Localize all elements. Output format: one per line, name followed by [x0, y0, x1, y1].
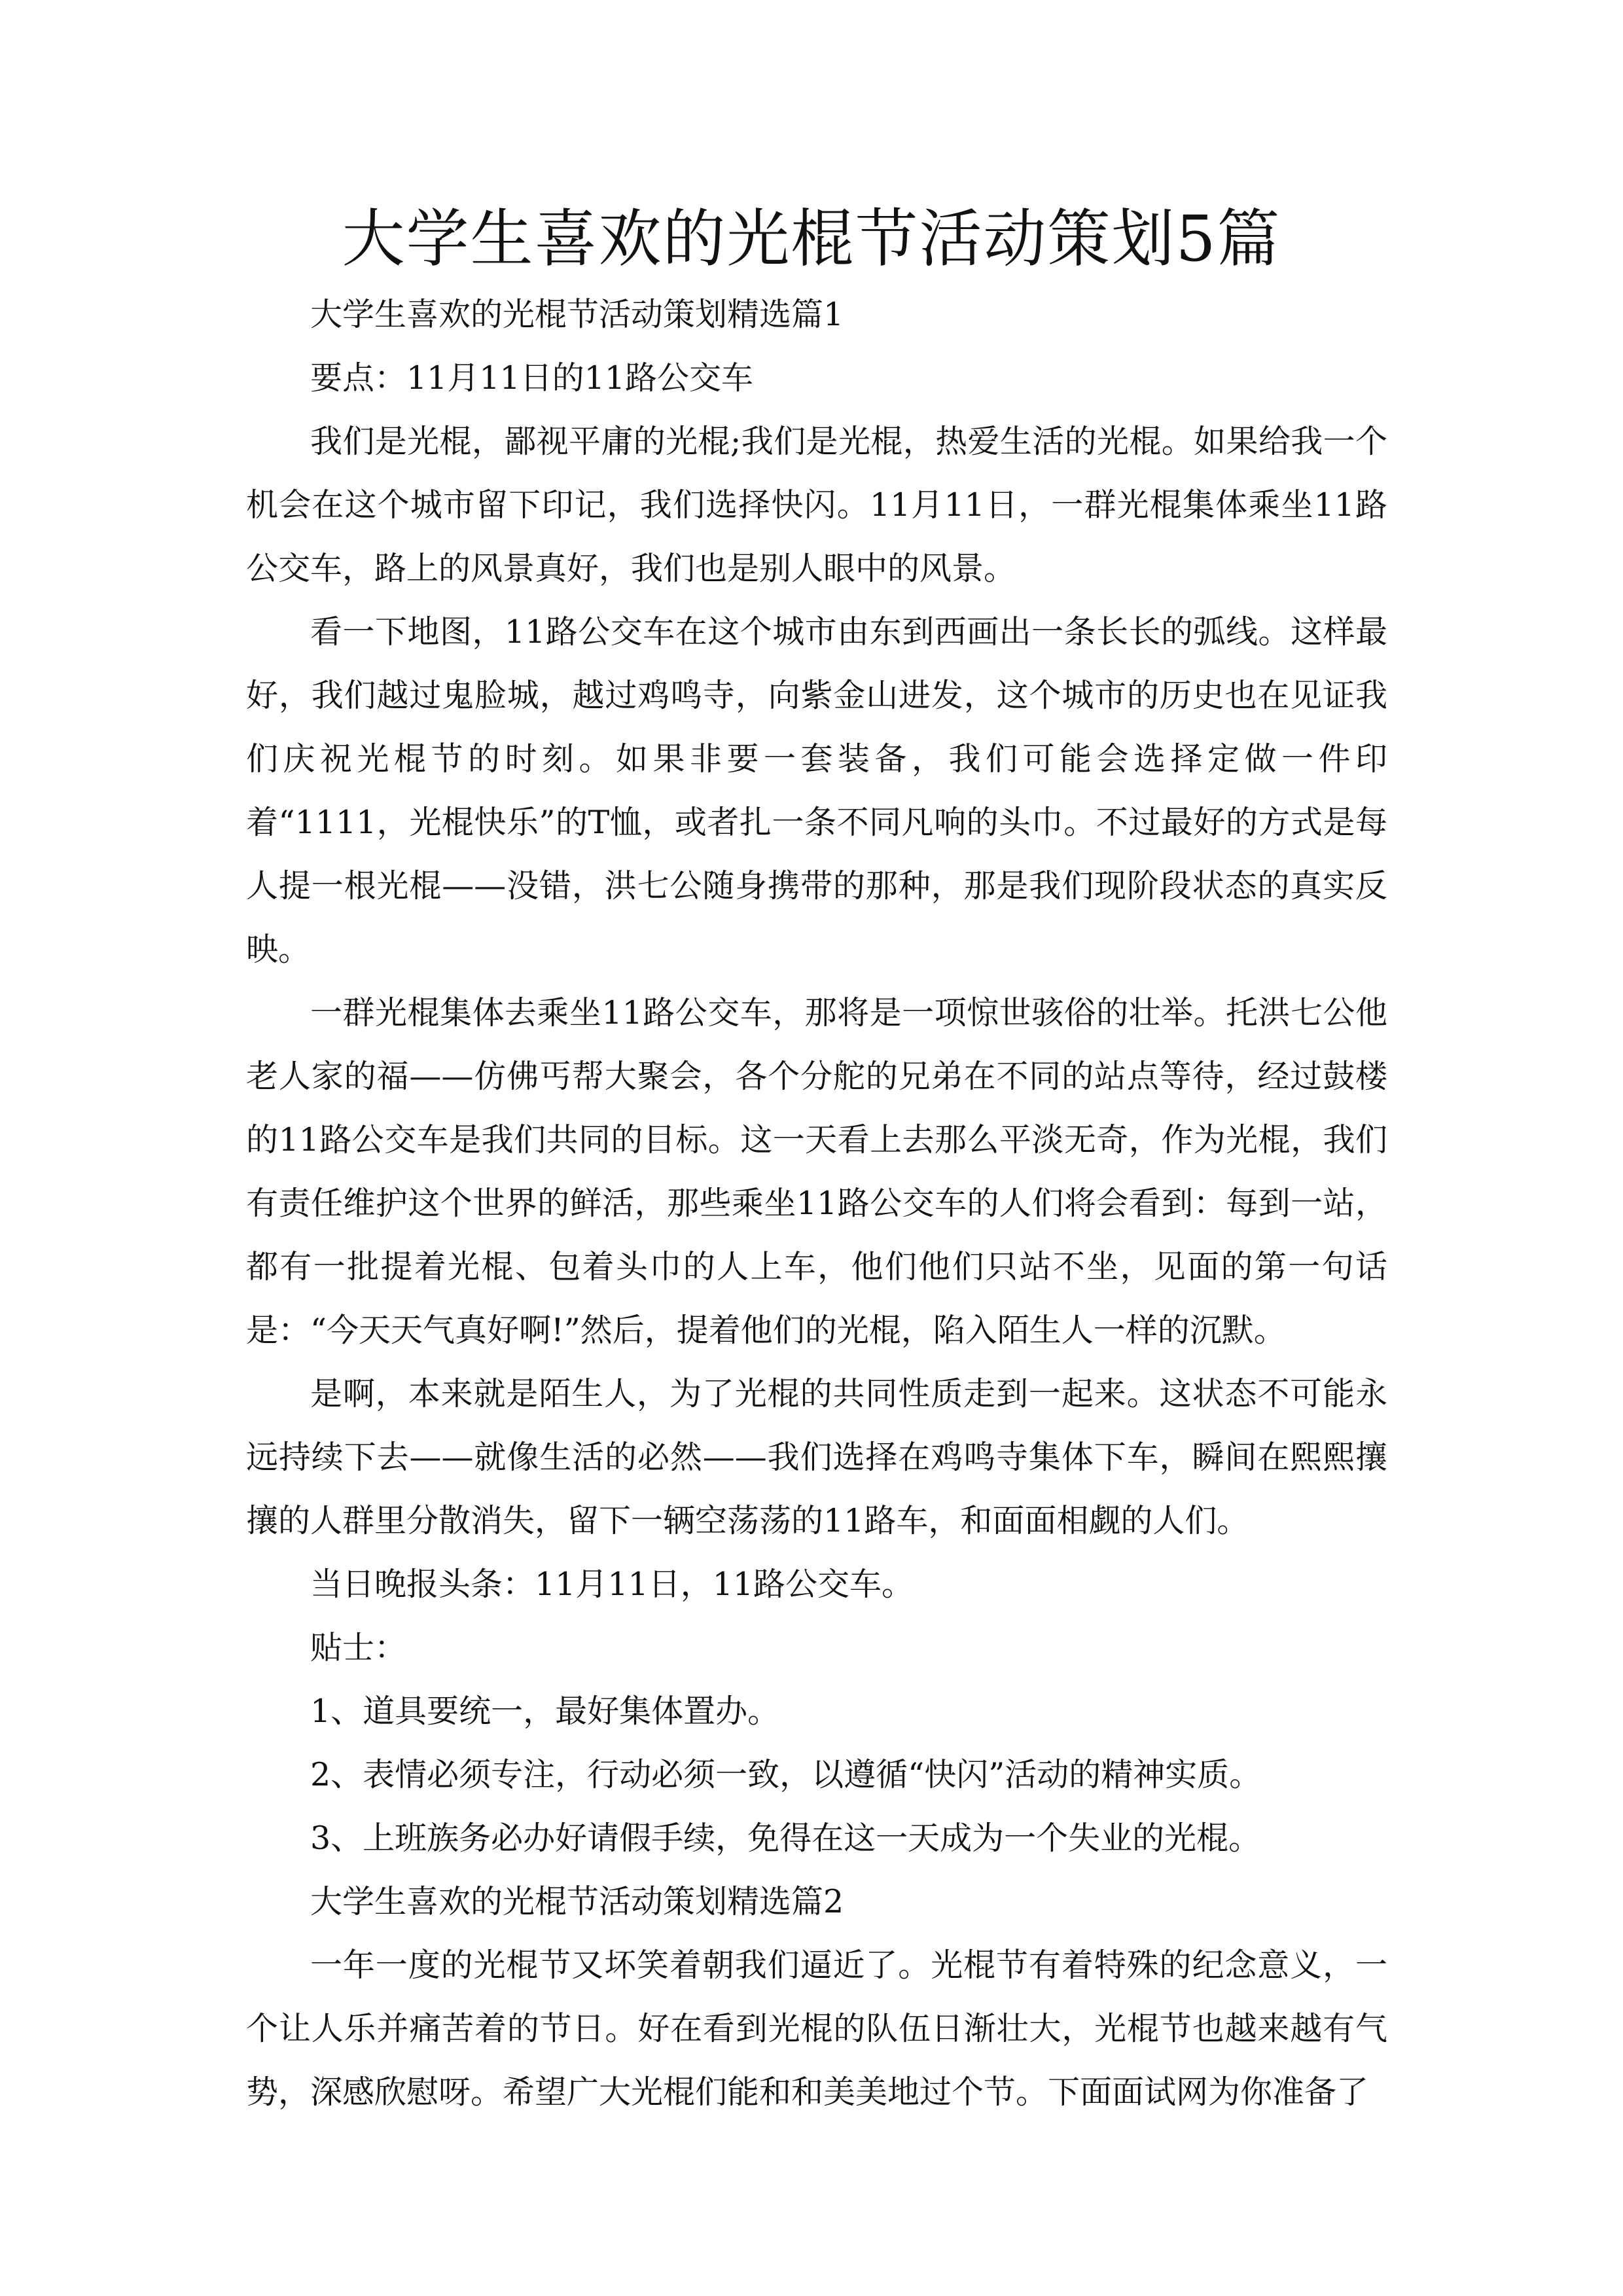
section-heading: 大学生喜欢的光棍节活动策划精选篇1 [310, 296, 844, 333]
body-paragraph: 当日晚报头条：11月11日，11路公交车。 [310, 1566, 914, 1603]
tip-item: 3、上班族务必办好请假手续，免得在这一天成为一个失业的光棍。 [310, 1820, 1261, 1857]
body-paragraph: 一群光棍集体去乘坐11路公交车，那将是一项惊世骇俗的壮举。托洪七公他老人家的福——仿佛丐帮大聚会，各个分舵的兄弟在不同的站点等待，经过鼓楼的11路公交车是我们共同的目标。这一天看上去那么平淡无奇，作为光棍，我们有责任维护这个世界的鲜活，那些乘坐11路公交车的人们将会看到：每到一站，都有一批提着光棍、包着头巾的人上车，他们他们只站不坐，见面的第一句话是：“今天天气真好啊!”然后，提着他们的光棍，陷入陌生人一样的沉默。 [246, 994, 1387, 1349]
body-paragraph: 我们是光棍，鄙视平庸的光棍;我们是光棍，热爱生活的光棍。如果给我一个机会在这个城市留下印记，我们选择快闪。11月11日，一群光棍集体乘坐11路公交车，路上的风景真好，我们也是别人眼中的风景。 [246, 423, 1387, 587]
body-paragraph: 是啊，本来就是陌生人，为了光棍的共同性质走到一起来。这状态不可能永远持续下去——就像生活的必然——我们选择在鸡鸣寺集体下车，瞬间在熙熙攘攘的人群里分散消失，留下一辆空荡荡的11路车，和面面相觑的人们。 [246, 1375, 1387, 1539]
tips-heading: 贴士： [310, 1629, 407, 1666]
document-title: 大学生喜欢的光棍节活动策划5篇 [342, 202, 1281, 276]
document-body [246, 283, 1387, 2124]
tip-item: 1、道具要统一，最好集体置办。 [310, 1693, 780, 1730]
tip-item: 2、表情必须专注，行动必须一致，以遵循“快闪”活动的精神实质。 [310, 1756, 1262, 1793]
body-paragraph: 一年一度的光棍节又坏笑着朝我们逼近了。光棍节有着特殊的纪念意义，一个让人乐并痛苦着的节日。好在看到光棍的队伍日渐壮大，光棍节也越来越有气势，深感欣慰呀。希望广大光棍们能和和美美地过个节。下面面试网为你准备了 [246, 1946, 1387, 2111]
body-paragraph: 看一下地图，11路公交车在这个城市由东到西画出一条长长的弧线。这样最好，我们越过鬼脸城，越过鸡鸣寺，向紫金山进发，这个城市的历史也在见证我们庆祝光棍节的时刻。如果非要一套装备，我们可能会选择定做一件印着“1111，光棍快乐”的T恤，或者扎一条不同凡响的头巾。不过最好的方式是每人提一根光棍——没错，洪七公随身携带的那种，那是我们现阶段状态的真实反映。 [246, 613, 1387, 968]
section-heading: 大学生喜欢的光棍节活动策划精选篇2 [310, 1883, 844, 1920]
key-point: 要点：11月11日的11路公交车 [310, 359, 754, 397]
